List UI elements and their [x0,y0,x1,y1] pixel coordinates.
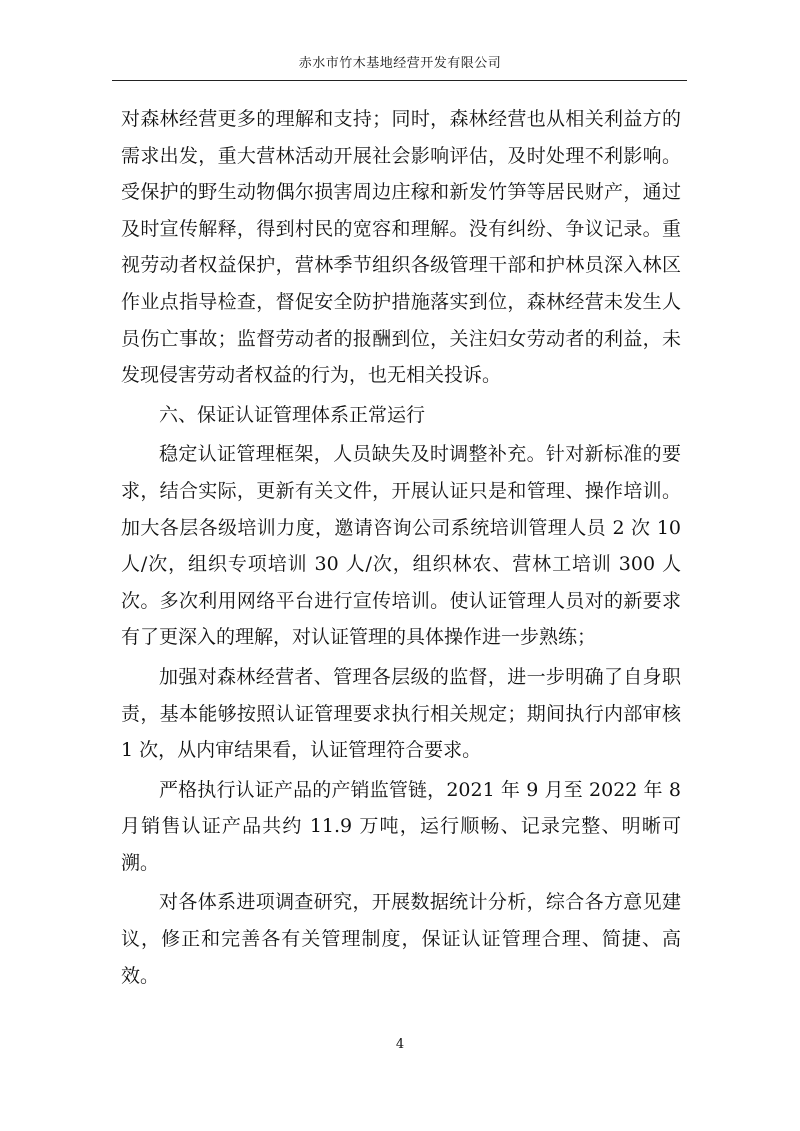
header-divider [112,80,687,81]
paragraph-system-improvement: 对各体系进项调查研究，开展数据统计分析，综合各方意见建议，修正和完善各有关管理制度，保证认证管理合理、简捷、高效。 [121,891,681,987]
page-number: 4 [395,1037,405,1052]
section-heading-6: 六、保证认证管理体系正常运行 [159,403,426,426]
page-header-company: 赤水市竹木基地经营开发有限公司 [298,56,502,71]
paragraph-certification-framework: 稳定认证管理框架，人员缺失及时调整补充。针对新标准的要求，结合实际，更新有关文件，开展认证只是和管理、操作培训。加大各层各级培训力度，邀请咨询公司系统培训管理人员 2 次 10 人/次，组织专项培训 30 人/次，组织林农、营林工培训 300 人次。多次利用网络平台进行宣传培训。使认证管理人员对的新要求有了更深入的理解，对认证管理的具体操作进一步熟练； [121,443,681,649]
paragraph-stakeholder-relations: 对森林经营更多的理解和支持；同时，森林经营也从相关利益方的需求出发，重大营林活动开展社会影响评估，及时处理不利影响。受保护的野生动物偶尔损害周边庄稼和新发竹笋等居民财产，通过及时宣传解释，得到村民的宽容和理解。没有纠纷、争议记录。重视劳动者权益保护，营林季节组织各级管理干部和护林员深入林区作业点指导检查，督促安全防护措施落实到位，森林经营未发生人员伤亡事故；监督劳动者的报酬到位，关注妇女劳动者的利益，未发现侵害劳动者权益的行为，也无相关投诉。 [121,108,681,387]
document-body [121,101,681,997]
paragraph-chain-of-custody: 严格执行认证产品的产销监管链，2021 年 9 月至 2022 年 8 月销售认证产品共约 11.9 万吨，运行顺畅、记录完整、明晰可溯。 [121,778,681,874]
paragraph-supervision: 加强对森林经营者、管理各层级的监督，进一步明确了自身职责，基本能够按照认证管理要求执行相关规定；期间执行内部审核 1 次，从内审结果看，认证管理符合要求。 [121,665,681,762]
